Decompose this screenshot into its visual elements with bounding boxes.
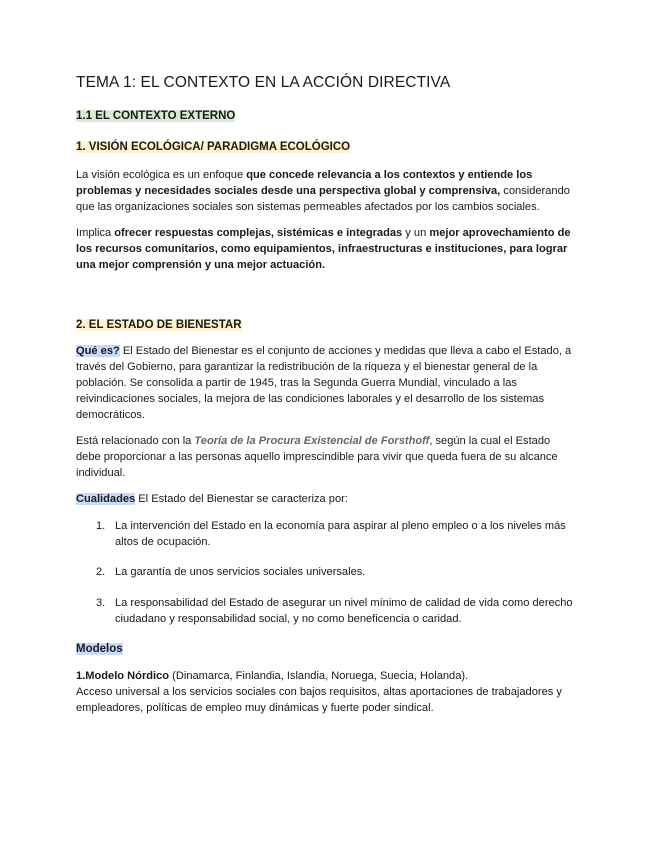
heading-vision-ecologica: 1. VISIÓN ECOLÓGICA/ PARADIGMA ECOLÓGICO	[76, 141, 351, 153]
text-run-bold: que concede relevancia a los contextos y entiende los problemas y necesidades sociales desde una perspectiva global y comprensiva,	[76, 169, 533, 197]
list-text: La garantía de unos servicios sociales universales.	[115, 566, 366, 578]
label-que-es: Qué es?	[76, 345, 120, 357]
paragraph-cualidades	[76, 491, 576, 507]
paragraph-forsthoff	[76, 433, 576, 481]
text-run: y un	[402, 227, 430, 239]
paragraph-modelo-nordico	[76, 668, 576, 716]
text-run: Está relacionado con la	[76, 435, 195, 447]
text-run-bold: ofrecer respuestas complejas, sistémicas e integradas	[114, 227, 403, 239]
text-run: El Estado del Bienestar es el conjunto de acciones y medidas que lleva a cabo el Estado, a través del Gobierno, para garantizar la redistribución de la riqueza y el bienestar general de la población. Se consolida a partir de 1945, tras la Segunda Guerra Mundial, vinculado a las reivindicaciones sociales, la mejora de las condiciones laborales y el desarrollo de los sistemas democráticos.	[76, 345, 572, 421]
text-run: La visión ecológica es un enfoque	[76, 169, 247, 181]
text-run-bold: mejor aprovechamiento de los recursos comunitarios, como equipamientos, infraestructuras e instituciones, para lograr una mejor comprensión y una mejor actuación.	[76, 227, 571, 271]
text-run: El Estado del Bienestar se caracteriza por:	[135, 493, 348, 505]
text-run: Acceso universal a los servicios sociales con bajos requisitos, altas aportaciones de trabajadores y empleadores, políticas de empleo muy dinámicas y fuerte poder sindical.	[76, 686, 562, 714]
document-page	[76, 74, 576, 716]
heading-modelos: Modelos	[76, 643, 123, 655]
text-run-bold: 1.Modelo Nórdico	[76, 670, 170, 682]
document-title: TEMA 1: EL CONTEXTO EN LA ACCIÓN DIRECTIVA	[76, 74, 451, 91]
text-run: Implica	[76, 227, 115, 239]
list-number: 2.	[96, 566, 106, 578]
list-item	[76, 595, 576, 627]
cualidades-list	[76, 518, 576, 627]
paragraph-implica	[76, 225, 576, 273]
text-run: considerando que las organizaciones sociales son sistemas permeables afectados por los cambios sociales.	[76, 185, 570, 213]
paragraph-vision-ecologica	[76, 167, 576, 215]
list-text: La intervención del Estado en la economía para aspirar al pleno empleo o a los niveles más altos de ocupación.	[115, 520, 566, 548]
label-cualidades: Cualidades	[76, 493, 136, 505]
text-run: , según la cual el Estado debe proporcionar a las personas aquello imprescindible para vivir que queda fuera de su alcance individual.	[76, 435, 558, 479]
list-number: 1.	[96, 520, 106, 532]
list-item	[76, 518, 576, 550]
text-run: (Dinamarca, Finlandia, Islandia, Noruega, Suecia, Holanda).	[169, 670, 469, 682]
list-number: 3.	[96, 597, 106, 609]
list-text: La responsabilidad del Estado de asegurar un nivel mínimo de calidad de vida como derecho ciudadano y responsabilidad social, y no como beneficencia o caridad.	[115, 597, 573, 625]
text-run-italic: Teoría de la Procura Existencial de Forsthoff	[194, 435, 430, 447]
paragraph-que-es	[76, 343, 576, 423]
list-item	[76, 564, 576, 580]
heading-contexto-externo: 1.1 EL CONTEXTO EXTERNO	[76, 110, 236, 122]
heading-estado-bienestar: 2. EL ESTADO DE BIENESTAR	[76, 319, 242, 331]
